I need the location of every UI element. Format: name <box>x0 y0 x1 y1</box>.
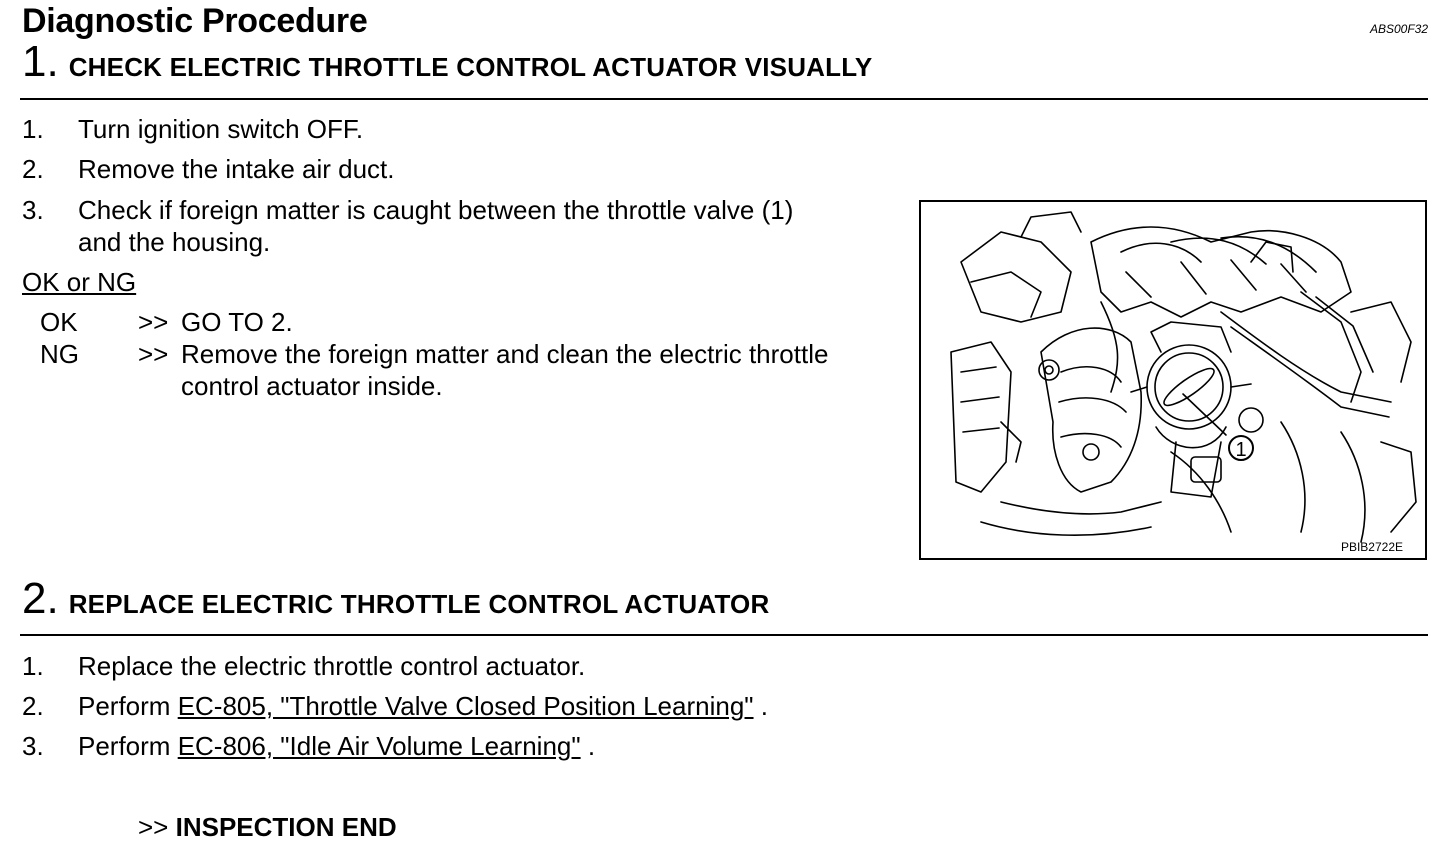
figure-code: PBIB2722E <box>1340 540 1403 554</box>
item-number: 3. <box>22 195 44 225</box>
item-prefix: Perform <box>78 691 178 721</box>
step-1-title: CHECK ELECTRIC THROTTLE CONTROL ACTUATOR VISUALLY <box>68 52 873 82</box>
step-1-divider <box>20 98 1428 100</box>
inspection-end <box>138 811 397 843</box>
step-1-heading <box>22 37 873 86</box>
step-1-number: 1. <box>22 37 59 86</box>
item-text-line-2: and the housing. <box>78 227 271 257</box>
step-2-heading <box>22 574 770 623</box>
document-code: ABS00F32 <box>1369 22 1428 36</box>
idle-air-volume-learning-link[interactable]: EC-806, "Idle Air Volume Learning" <box>177 731 581 761</box>
ok-ng-label: OK or NG <box>22 267 137 297</box>
result-text-line-1: Remove the foreign matter and clean the electric throttle <box>181 339 829 369</box>
step-2-item-2 <box>0 690 1400 722</box>
item-text-line-1: Check if foreign matter is caught between the throttle valve (1) <box>78 195 794 225</box>
item-text: Turn ignition switch OFF. <box>78 114 364 144</box>
result-text-line-2: control actuator inside. <box>181 371 443 401</box>
step-2-divider <box>20 634 1428 636</box>
item-text: Remove the intake air duct. <box>78 154 395 184</box>
item-suffix: . <box>580 731 596 761</box>
result-ok <box>0 306 910 338</box>
result-key: NG <box>40 339 79 369</box>
item-number: 2. <box>22 154 44 184</box>
result-key: OK <box>40 307 78 337</box>
throttle-body-illustration <box>921 202 1425 558</box>
step-2-title: REPLACE ELECTRIC THROTTLE CONTROL ACTUATOR <box>68 589 770 619</box>
item-prefix: Perform <box>78 731 178 761</box>
step-1-item-3 <box>0 194 910 258</box>
item-number: 2. <box>22 691 44 721</box>
item-suffix: . <box>753 691 768 721</box>
item-text <box>78 730 595 762</box>
item-text <box>78 690 768 722</box>
step-2-number: 2. <box>22 574 59 623</box>
item-number: 3. <box>22 731 44 761</box>
step-2-item-3 <box>0 730 1400 762</box>
result-text: GO TO 2. <box>181 307 293 337</box>
page-title: Diagnostic Procedure <box>22 2 368 40</box>
step-2-item-1 <box>0 650 1400 682</box>
result-arrow: >> <box>138 339 169 369</box>
throttle-valve-learning-link[interactable]: EC-805, "Throttle Valve Closed Position Learning" <box>177 691 754 721</box>
step-1-item-1 <box>0 113 910 145</box>
result-ng <box>0 338 910 402</box>
item-number: 1. <box>22 651 44 681</box>
end-arrow: >> <box>138 812 169 842</box>
item-number: 1. <box>22 114 44 144</box>
result-arrow: >> <box>138 307 169 337</box>
engine-figure <box>919 200 1427 560</box>
callout-1: 1 <box>1235 439 1247 461</box>
end-label: INSPECTION END <box>175 812 397 842</box>
item-text: Replace the electric throttle control actuator. <box>78 651 586 681</box>
step-1-item-2 <box>0 153 910 185</box>
